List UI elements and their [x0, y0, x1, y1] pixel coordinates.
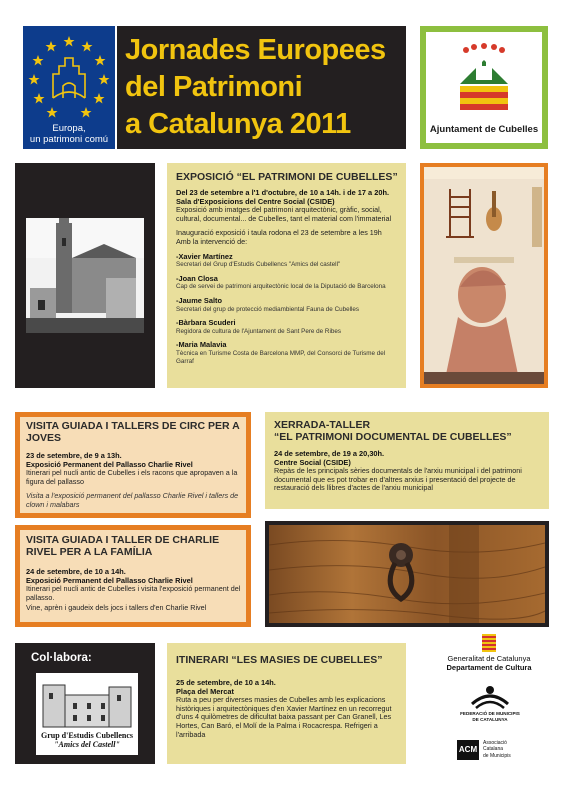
- acm-line-1: Associació: [483, 740, 507, 746]
- xerrada-section: [265, 412, 549, 509]
- visita-familia-note: Vine, aprèn i gaudeix dels jocs i tallers d'en Charlie Rivel: [26, 603, 207, 613]
- xerrada-venue: Centre Social (CSIDE): [274, 457, 351, 467]
- itinerari-title: ITINERARI “LES MASIES DE CUBELLES”: [176, 654, 383, 666]
- exposicio-venue: Sala d'Exposicions del Centre Social (CSIDE): [176, 196, 335, 206]
- xerrada-title-line-2: “EL PATRIMONI DOCUMENTAL DE CUBELLES”: [274, 431, 512, 443]
- visita-familia-section: [15, 525, 251, 627]
- fmc-people-icon: [468, 684, 512, 710]
- itinerari-description: Ruta a peu per diverses masies de Cubelles amb les explicacions històriques i arquitectòniques d'en Xavier Martínez en un recorregut d'uns 4 quilòmetres de dificultat baixa passant per Can Granell, Les Hortes, Can Baró, el Molí de la Palma i Rocacrespa. Refrigeri a l'arribada: [176, 695, 392, 739]
- speaker-name: -Xavier Martínez: [176, 251, 233, 261]
- itinerari-date: 25 de setembre, de 10 a 14h.: [176, 678, 276, 687]
- exposicio-section: [167, 163, 406, 388]
- speaker-role: Tècnica en Turisme Costa de Barcelona MMP, del Consorci de Turisme del Garraf: [176, 349, 386, 365]
- cubelles-coat-of-arms-icon: [426, 38, 542, 118]
- eu-stars-castle-icon: [23, 30, 115, 125]
- visita-joves-title: VISITA GUIADA I TALLERS DE CIRC PER A JOVES: [26, 420, 240, 444]
- speaker-name: -Jaume Salto: [176, 295, 223, 305]
- grup-estudis-line-1: Grup d'Estudis Cubellencs: [40, 731, 134, 740]
- speaker-role: Secretari del Grup d'Estudis Cubellencs "Amics del castell": [176, 261, 341, 269]
- exposicio-dates: Del 23 de setembre a l'1 d'octubre, de 10 a 14h. i de 17 a 20h.: [176, 188, 390, 197]
- speaker-name: -Joan Closa: [176, 273, 218, 283]
- visita-joves-date: 23 de setembre, de 9 a 13h.: [26, 451, 122, 460]
- visita-familia-venue: Exposició Permanent del Pallasso Charlie Rivel: [26, 575, 193, 585]
- acm-logo: [457, 740, 537, 762]
- sculpture-photo-frame: [420, 163, 548, 388]
- colabora-title: Col·labora:: [31, 652, 92, 664]
- exposicio-intro: Amb la intervenció de:: [176, 236, 248, 246]
- eu-heritage-logo: [23, 26, 115, 149]
- xerrada-description: Repàs de les principals sèries documentals de l'arxiu municipal i del patrimoni documental que es pot trobar en d'altres arxius i presentació del projecte de restauració dels llibres d'actes de l'arxiu municipal: [274, 466, 522, 493]
- title-line-2: del Patrimoni: [125, 71, 303, 103]
- header-title-block: [117, 26, 406, 149]
- generalitat-line-2: Departament de Cultura: [446, 663, 532, 672]
- sculpture-photo: [424, 167, 544, 384]
- speaker-role: Secretari del grup de protecció mediambiental Fauna de Cubelles: [176, 305, 360, 313]
- grup-estudis-line-2: "Amics del Castell": [54, 740, 120, 749]
- fmc-line-1: FEDERACIÓ DE MUNICIPIS: [460, 711, 520, 716]
- exposicio-description: Exposició amb imatges del patrimoni arquitectònic, gràfic, social, cultural, documental... de Cubelles, tant el material com l'immaterial: [176, 205, 392, 223]
- title-line-1: Jornades Europees: [125, 34, 386, 66]
- visita-familia-description: Itinerari pel nucli antic de Cubelles i visita l'exposició permanent del pallasso.: [26, 584, 241, 602]
- speaker-role: Cap de servei de patrimoni arquitectònic local de la Diputació de Barcelona: [176, 283, 386, 291]
- generalitat-flag-icon: [482, 634, 496, 652]
- xerrada-title-line-1: XERRADA-TALLER: [274, 419, 371, 431]
- church-photo: [26, 218, 144, 333]
- speaker-name: -Maria Malavia: [176, 340, 227, 350]
- generalitat-line-1: Generalitat de Catalunya: [447, 654, 531, 663]
- xerrada-date: 24 de setembre, de 19 a 20,30h.: [274, 449, 385, 458]
- visita-familia-body: [26, 568, 248, 613]
- grup-estudis-logo: [36, 673, 138, 755]
- speaker-role: Regidora de cultura de l'Ajuntament de Sant Pere de Ribes: [176, 327, 342, 335]
- itinerari-venue: Plaça del Mercat: [176, 686, 234, 696]
- visita-familia-date: 24 de setembre, de 10 a 14h.: [26, 567, 126, 576]
- door-knocker-photo-frame: [265, 521, 549, 627]
- eu-caption: [23, 123, 115, 145]
- visita-joves-description: Itinerari pel nucli antic de Cubelles i els racons que apropaven a la figura del pallasso: [26, 468, 238, 486]
- visita-joves-note: Visita a l'exposició permanent del pallasso Charlie Rivel i tallers de clown i malabars: [26, 491, 239, 509]
- grup-estudis-name: [36, 731, 138, 749]
- exposicio-title: EXPOSICIÓ “EL PATRIMONI DE CUBELLES”: [176, 171, 398, 183]
- generalitat-logo: [420, 634, 558, 678]
- xerrada-body: [274, 450, 544, 493]
- fmc-logo: [448, 684, 532, 724]
- fmc-line-2: DE CATALUNYA: [472, 716, 508, 722]
- acm-line-2: Catalana: [483, 746, 504, 753]
- fmc-text: [448, 711, 532, 722]
- xerrada-title: [274, 419, 544, 443]
- colabora-section: [15, 643, 155, 764]
- visita-joves-section: [15, 412, 251, 518]
- acm-line-3: de Municipis: [483, 752, 511, 759]
- title-line-3: a Catalunya 2011: [125, 108, 351, 140]
- door-knocker-photo: [269, 525, 545, 623]
- acm-text: [483, 740, 511, 759]
- castle-drawing-icon: [39, 677, 135, 729]
- exposicio-body: [176, 189, 402, 365]
- visita-joves-body: [26, 452, 248, 510]
- itinerari-section: [167, 643, 406, 764]
- municipality-name: Ajuntament de Cubelles: [429, 124, 539, 135]
- eu-caption-line-2: un patrimoni comú: [29, 134, 109, 145]
- visita-joves-venue: Exposició Permanent del Pallasso Charlie Rivel: [26, 459, 193, 469]
- exposicio-inauguration: Inauguració exposició i taula rodona el 23 de setembre a les 19h: [176, 228, 382, 238]
- speaker-name: -Bàrbara Scuderi: [176, 318, 236, 328]
- church-photo-frame: [15, 163, 155, 388]
- eu-caption-line-1: Europa,: [52, 123, 86, 134]
- visita-familia-title: VISITA GUIADA I TALLER DE CHARLIE RIVEL PER A LA FAMÍLIA: [26, 534, 220, 558]
- ajuntament-logo-box: [420, 26, 548, 149]
- generalitat-text: [420, 654, 558, 672]
- itinerari-body: [176, 679, 400, 739]
- acm-mark: ACM: [457, 740, 479, 760]
